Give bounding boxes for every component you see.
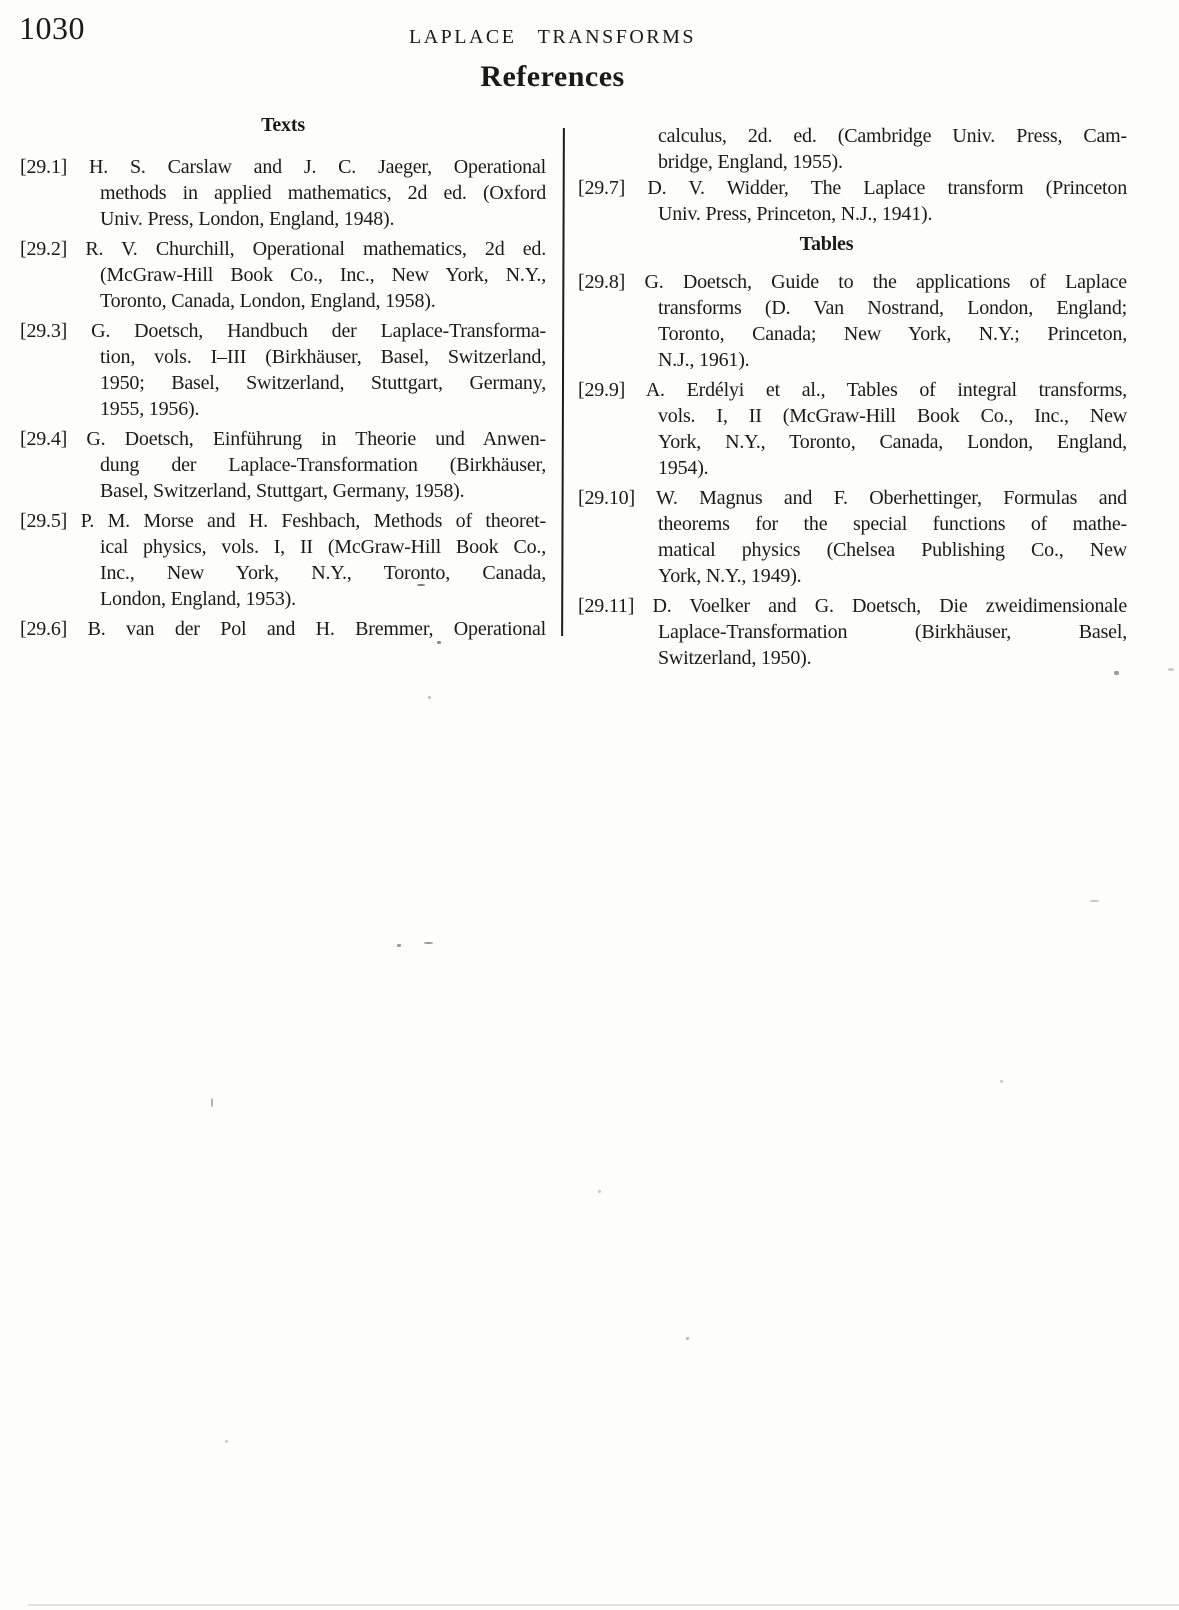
running-head: LAPLACE TRANSFORMS xyxy=(408,26,697,48)
page-number: 1030 xyxy=(19,10,85,46)
reference-label: [29.3] xyxy=(20,320,68,342)
reference-line: Toronto, Canada, London, England, 1958). xyxy=(100,290,436,312)
reference-line: [29.2] R. V. Churchill, Operational mathematics, 2d ed. xyxy=(20,238,546,260)
reference-line: York, N.Y., Toronto, Canada, London, England, xyxy=(658,431,1127,453)
scan-speck xyxy=(598,1190,601,1193)
reference-line: Univ. Press, Princeton, N.J., 1941). xyxy=(658,203,933,225)
reference-line: vols. I, II (McGraw-Hill Book Co., Inc., New xyxy=(658,405,1127,427)
tables-reference-list xyxy=(578,269,1127,671)
reference-line: 1955, 1956). xyxy=(100,398,200,420)
reference-entry xyxy=(578,593,1127,671)
page-title: References xyxy=(480,60,625,93)
reference-line: Toronto, Canada; New York, N.Y.; Princeton, xyxy=(658,323,1127,345)
scan-speck xyxy=(437,641,441,644)
reference-entry xyxy=(20,508,546,612)
tables-heading: Tables xyxy=(799,233,854,255)
reference-entry xyxy=(20,318,546,422)
reference-line: London, England, 1953). xyxy=(100,588,296,610)
scan-speck xyxy=(1000,1080,1003,1083)
texts-reference-list-continued xyxy=(578,175,1127,227)
reference-line: [29.3] G. Doetsch, Handbuch der Laplace-Transforma- xyxy=(20,320,546,342)
reference-line: Basel, Switzerland, Stuttgart, Germany, 1958). xyxy=(100,480,465,502)
reference-line: N.J., 1961). xyxy=(658,349,750,371)
reference-line: York, N.Y., 1949). xyxy=(658,565,802,587)
reference-line: 1950; Basel, Switzerland, Stuttgart, Germany, xyxy=(100,372,546,394)
reference-line: [29.7] D. V. Widder, The Laplace transform (Princeton xyxy=(578,177,1127,199)
scan-speck xyxy=(225,1440,228,1443)
reference-label: [29.6] xyxy=(20,618,68,640)
reference-entry xyxy=(578,485,1127,589)
reference-line: [29.8] G. Doetsch, Guide to the applications of Laplace xyxy=(578,271,1127,293)
continuation-of-entry-29-6 xyxy=(578,123,1127,175)
reference-line: [29.6] B. van der Pol and H. Bremmer, Operational xyxy=(20,618,546,640)
reference-label: [29.10] xyxy=(578,487,635,509)
reference-entry xyxy=(20,616,546,642)
reference-label: [29.2] xyxy=(20,238,68,260)
reference-line: matical physics (Chelsea Publishing Co., New xyxy=(658,539,1127,561)
reference-line: [29.1] H. S. Carslaw and J. C. Jaeger, Operational xyxy=(20,156,546,178)
reference-line: theorems for the special functions of mathe- xyxy=(658,513,1127,535)
reference-entry xyxy=(20,426,546,504)
reference-line: [29.10] W. Magnus and F. Oberhettinger, Formulas and xyxy=(578,487,1127,509)
scan-speck xyxy=(1090,900,1099,902)
scan-speck xyxy=(1168,668,1174,671)
scan-speck xyxy=(397,944,401,947)
reference-line: (McGraw-Hill Book Co., Inc., New York, N.Y., xyxy=(100,264,546,286)
reference-line: 1954). xyxy=(658,457,709,479)
right-column xyxy=(578,112,1127,671)
scan-speck xyxy=(686,1337,689,1340)
reference-line: Laplace-Transformation (Birkhäuser, Basel, xyxy=(658,621,1127,643)
reference-entry xyxy=(578,269,1127,373)
texts-heading: Texts xyxy=(261,114,305,136)
reference-line: Switzerland, 1950). xyxy=(658,647,812,669)
reference-line: methods in applied mathematics, 2d ed. (Oxford xyxy=(100,182,546,204)
scan-speck xyxy=(211,1098,213,1107)
reference-entry xyxy=(20,236,546,314)
reference-line: Univ. Press, London, England, 1948). xyxy=(100,208,395,230)
scan-speck xyxy=(1114,671,1119,675)
bottom-scan-edge-rule xyxy=(28,1604,1179,1606)
column-divider-rule xyxy=(561,128,565,636)
reference-line: Inc., New York, N.Y., Toronto, Canada, xyxy=(100,562,546,584)
left-column xyxy=(20,112,546,642)
reference-label: [29.1] xyxy=(20,156,68,178)
reference-line: [29.9] A. Erdélyi et al., Tables of integral transforms, xyxy=(578,379,1127,401)
reference-label: [29.9] xyxy=(578,379,626,401)
reference-label: [29.11] xyxy=(578,595,635,617)
reference-line: transforms (D. Van Nostrand, London, England; xyxy=(658,297,1127,319)
reference-label: [29.4] xyxy=(20,428,68,450)
reference-line: [29.11] D. Voelker and G. Doetsch, Die zweidimensionale xyxy=(578,595,1127,617)
reference-line: calculus, 2d. ed. (Cambridge Univ. Press, Cam- xyxy=(658,125,1127,147)
reference-line: ical physics, vols. I, II (McGraw-Hill Book Co., xyxy=(100,536,546,558)
reference-entry xyxy=(20,154,546,232)
reference-line: tion, vols. I–III (Birkhäuser, Basel, Switzerland, xyxy=(100,346,546,368)
reference-label: [29.5] xyxy=(20,510,68,532)
scan-speck xyxy=(417,584,425,586)
scan-speck xyxy=(424,942,433,944)
reference-label: [29.7] xyxy=(578,177,626,199)
reference-entry xyxy=(578,377,1127,481)
scan-speck xyxy=(428,696,431,699)
reference-line: [29.4] G. Doetsch, Einführung in Theorie und Anwen- xyxy=(20,428,546,450)
reference-line: [29.5] P. M. Morse and H. Feshbach, Methods of theoret- xyxy=(20,510,546,532)
reference-label: [29.8] xyxy=(578,271,626,293)
reference-line: bridge, England, 1955). xyxy=(658,151,843,173)
reference-entry xyxy=(578,175,1127,227)
reference-line: dung der Laplace-Transformation (Birkhäuser, xyxy=(100,454,546,476)
texts-reference-list xyxy=(20,154,546,642)
